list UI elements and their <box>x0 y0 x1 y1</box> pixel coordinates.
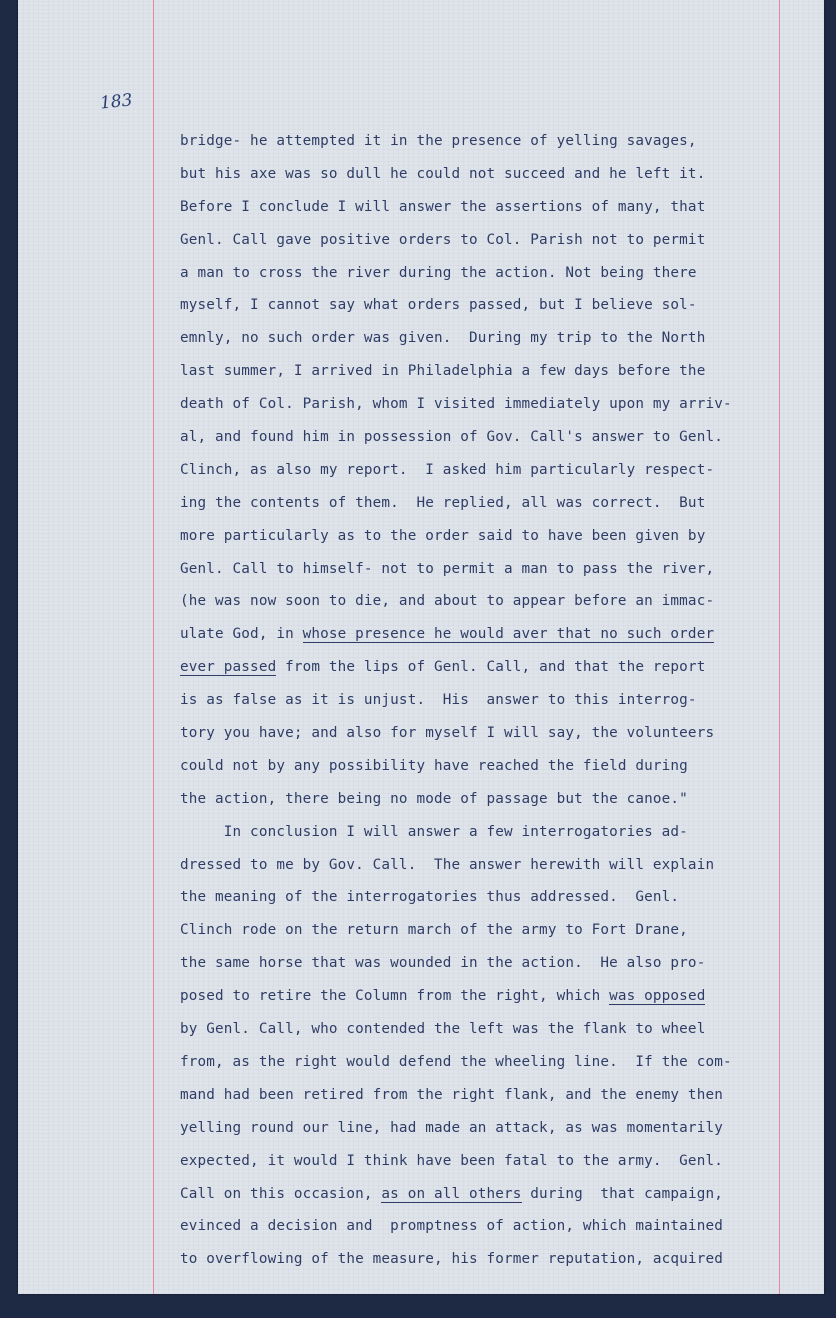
text-segment: during that campaign, <box>521 1185 723 1202</box>
document-page <box>18 0 824 1294</box>
text-line: the meaning of the interrogatories thus addressed. Genl. <box>180 889 680 906</box>
text-line: by Genl. Call, who contended the left was the flank to wheel <box>180 1021 706 1038</box>
text-line: could not by any possibility have reached the field during <box>180 757 688 774</box>
text-line: al, and found him in possession of Gov. Call's answer to Genl. <box>180 429 723 446</box>
text-line: more particularly as to the order said to have been given by <box>180 527 706 544</box>
typed-text-body <box>180 125 820 1276</box>
left-margin-rule <box>153 0 154 1294</box>
text-segment: posed to retire the Column from the right, which <box>180 988 610 1005</box>
underlined-text: as on all others <box>381 1185 522 1202</box>
text-line: Before I conclude I will answer the assertions of many, that <box>180 198 706 215</box>
text-line: (he was now soon to die, and about to appear before an immac- <box>180 593 715 610</box>
text-line <box>180 618 820 651</box>
text-line: evinced a decision and promptness of action, which maintained <box>180 1218 723 1235</box>
text-line: dressed to me by Gov. Call. The answer herewith will explain <box>180 856 715 873</box>
text-segment: Call on this occasion, <box>180 1185 382 1202</box>
page-number: 183 <box>99 90 134 114</box>
text-line: but his axe was so dull he could not succeed and he left it. <box>180 165 706 182</box>
text-line: death of Col. Parish, whom I visited immediately upon my arriv- <box>180 396 732 413</box>
text-line: expected, it would I think have been fatal to the army. Genl. <box>180 1152 723 1169</box>
text-line: In conclusion I will answer a few interrogatories ad- <box>180 823 688 840</box>
text-line: bridge- he attempted it in the presence of yelling savages, <box>180 133 697 149</box>
text-line <box>180 651 820 684</box>
text-segment: from the lips of Genl. Call, and that the report <box>276 659 706 676</box>
text-line: yelling round our line, had made an attack, as was momentarily <box>180 1119 723 1136</box>
text-line: a man to cross the river during the action. Not being there <box>180 264 697 281</box>
text-segment: ulate God, in <box>180 626 303 643</box>
text-line: emnly, no such order was given. During my trip to the North <box>180 330 706 347</box>
text-line: ing the contents of them. He replied, all was correct. But <box>180 494 706 511</box>
text-line: Clinch rode on the return march of the army to Fort Drane, <box>180 922 688 939</box>
text-line: myself, I cannot say what orders passed, but I believe sol- <box>180 297 697 314</box>
text-line: Genl. Call gave positive orders to Col. Parish not to permit <box>180 231 706 248</box>
text-line: tory you have; and also for myself I will say, the volunteers <box>180 725 715 742</box>
text-line: Genl. Call to himself- not to permit a man to pass the river, <box>180 560 715 577</box>
text-line: last summer, I arrived in Philadelphia a few days before the <box>180 363 706 380</box>
text-line: is as false as it is unjust. His answer to this interrog- <box>180 692 697 709</box>
text-line: the same horse that was wounded in the action. He also pro- <box>180 955 706 972</box>
text-line: Clinch, as also my report. I asked him particularly respect- <box>180 461 715 478</box>
text-line: from, as the right would defend the wheeling line. If the com- <box>180 1053 732 1070</box>
text-line: the action, there being no mode of passage but the canoe." <box>180 790 688 807</box>
text-line <box>180 980 820 1013</box>
text-line: mand had been retired from the right flank, and the enemy then <box>180 1086 723 1103</box>
text-line <box>180 1178 820 1211</box>
underlined-text: whose presence he would aver that no such order <box>302 626 715 643</box>
underlined-text: was opposed <box>609 988 706 1005</box>
text-line: to overflowing of the measure, his former reputation, acquired <box>180 1251 723 1268</box>
underlined-text: ever passed <box>180 659 277 676</box>
